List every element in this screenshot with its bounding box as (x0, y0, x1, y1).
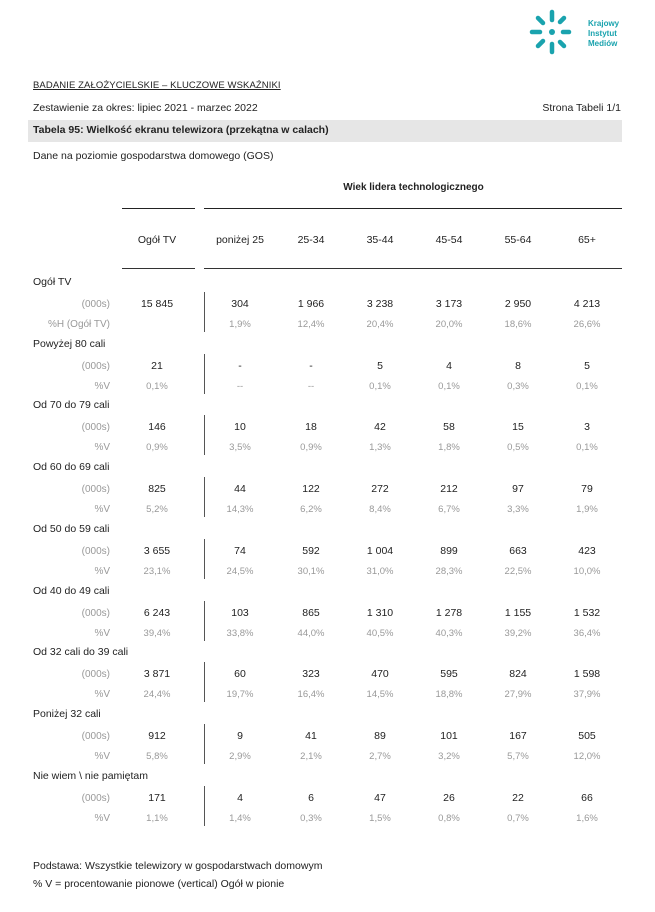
table-cell: 28,3% (435, 565, 463, 577)
footer-note: % V = procentowanie pionowe (vertical) Ogół w pionie (33, 878, 285, 890)
row-label: %H (Ogół TV) (47, 319, 110, 330)
section-title: Powyżej 80 cali (33, 337, 106, 350)
logo-line: Mediów (588, 39, 618, 48)
table-cell: 3,2% (438, 750, 460, 762)
table-cell: 0,3% (507, 380, 529, 392)
row-label: %V (94, 750, 110, 762)
table-cell: 824 (509, 668, 527, 681)
table-cell: 595 (440, 668, 458, 681)
table-cell: 79 (581, 483, 593, 496)
row-label: %V (94, 689, 110, 701)
table-cell: 60 (234, 668, 246, 681)
table-cell: 89 (374, 729, 386, 742)
section-title: Od 70 do 79 cali (33, 399, 110, 412)
table-cell: 0,7% (507, 812, 529, 824)
row-label: %V (94, 565, 110, 577)
table-cell: 14,3% (226, 504, 254, 516)
table-cell: 42 (374, 421, 386, 434)
table-cell: 865 (302, 606, 320, 619)
table-cell: 6 (308, 791, 314, 804)
table-cell: 22 (512, 791, 524, 804)
section-title: Nie wiem \ nie pamiętam (33, 769, 148, 782)
table-cell: 1 966 (297, 298, 325, 310)
table-cell: 24,5% (226, 565, 254, 577)
section-title: Od 40 do 49 cali (33, 584, 110, 597)
column-divider (204, 477, 205, 517)
period-text: Zestawienie za okres: lipiec 2021 - marzec 2022 (33, 102, 258, 114)
row-label: (000s) (81, 792, 110, 804)
column-header: Ogół TV (137, 234, 177, 246)
column-divider (204, 724, 205, 764)
column-divider (204, 601, 205, 641)
table-cell: 30,1% (297, 565, 325, 577)
table-cell: 0,5% (507, 442, 529, 454)
table-cell: 5,2% (146, 504, 168, 516)
column-header: 45-54 (435, 234, 463, 246)
table-cell: 4 (446, 359, 452, 372)
table-cell: 1 598 (573, 668, 601, 681)
table-cell: 97 (512, 483, 524, 496)
row-label: %V (94, 442, 110, 454)
table-cell: 20,0% (435, 319, 463, 330)
table-cell: 18,8% (435, 689, 463, 701)
table-cell: 1,4% (229, 812, 251, 824)
table-cell: 3 238 (366, 298, 394, 310)
table-rule (122, 268, 195, 269)
table-cell: 31,0% (366, 565, 394, 577)
table-cell: 3 871 (143, 668, 171, 681)
section-title: Ogół TV (33, 276, 72, 288)
table-cell: - (309, 359, 313, 372)
table-cell: 44 (234, 483, 246, 496)
table-cell: 470 (371, 668, 389, 681)
table-cell: 912 (148, 729, 166, 742)
table-cell: 0,1% (369, 380, 391, 392)
column-divider (204, 539, 205, 579)
table-cell: 0,1% (146, 380, 168, 392)
row-label: (000s) (81, 360, 110, 372)
table-cell: 5 (584, 359, 590, 372)
table-cell: 2,9% (229, 750, 251, 762)
table-rule (122, 208, 195, 209)
table-cell: 15 (512, 421, 524, 434)
table-cell: 37,9% (573, 689, 601, 701)
table-cell: 122 (302, 483, 320, 496)
table-cell: 9 (237, 729, 243, 742)
table-cell: 18,6% (504, 319, 532, 330)
column-divider (204, 415, 205, 455)
table-rule (204, 268, 622, 269)
table-cell: 212 (440, 483, 458, 496)
table-cell: 4 (237, 791, 243, 804)
table-cell: 14,5% (366, 689, 394, 701)
column-header: poniżej 25 (216, 234, 264, 246)
table-cell: 167 (509, 729, 527, 742)
table-cell: 19,7% (226, 689, 254, 701)
table-cell: 0,3% (300, 812, 322, 824)
table-cell: 304 (231, 298, 249, 310)
row-label: (000s) (81, 607, 110, 619)
footer-base: Podstawa: Wszystkie telewizory w gospodarstwach domowym (33, 860, 323, 872)
table-cell: 1 532 (573, 606, 601, 619)
table-cell: 1,6% (576, 812, 598, 824)
table-cell: 1,5% (369, 812, 391, 824)
kim-burst-logo-icon (528, 8, 580, 58)
table-cell: 36,4% (573, 627, 601, 639)
table-cell: 1 004 (366, 544, 394, 557)
table-cell: 272 (371, 483, 389, 496)
table-cell: 21 (151, 359, 163, 372)
table-cell: 41 (305, 729, 317, 742)
table-cell: 6,7% (438, 504, 460, 516)
table-cell: 1,1% (146, 812, 168, 824)
table-cell: 1,9% (229, 319, 251, 330)
column-divider (204, 786, 205, 826)
section-title: Od 50 do 59 cali (33, 522, 110, 535)
column-divider (204, 354, 205, 394)
row-label: (000s) (81, 422, 110, 434)
table-cell: 8,4% (369, 504, 391, 516)
row-label: %V (94, 627, 110, 639)
table-cell: 323 (302, 668, 320, 681)
table-cell: 74 (234, 544, 246, 557)
table-cell: 27,9% (504, 689, 532, 701)
table-cell: 0,9% (300, 442, 322, 454)
column-header: 35-44 (366, 234, 394, 246)
table-cell: 5 (377, 359, 383, 372)
table-cell: -- (307, 380, 315, 392)
table-cell: 103 (231, 606, 249, 619)
table-cell: 1,3% (369, 442, 391, 454)
table-cell: 3,3% (507, 504, 529, 516)
table-cell: 423 (578, 544, 596, 557)
column-divider (204, 662, 205, 702)
section-title: Poniżej 32 cali (33, 707, 101, 720)
table-cell: 4 213 (573, 298, 601, 310)
table-cell: 44,0% (297, 627, 325, 639)
table-cell: 1 278 (435, 606, 463, 619)
table-cell: 101 (440, 729, 458, 742)
table-cell: 23,1% (143, 565, 171, 577)
column-header: 55-64 (504, 234, 532, 246)
table-cell: 0,9% (146, 442, 168, 454)
data-level-text: Dane na poziomie gospodarstwa domowego (GOS) (33, 150, 274, 162)
table-cell: 6,2% (300, 504, 322, 516)
section-title: Od 60 do 69 cali (33, 461, 110, 474)
table-cell: 8 (515, 359, 521, 372)
table-cell: 0,8% (438, 812, 460, 824)
table-cell: 24,4% (143, 689, 171, 701)
table-cell: 0,1% (576, 442, 598, 454)
row-label: %V (94, 504, 110, 516)
table-cell: 1 310 (366, 606, 394, 619)
table-cell: 0,1% (576, 380, 598, 392)
table-cell: 12,4% (297, 319, 325, 330)
table-cell: 3 655 (143, 544, 171, 557)
table-cell: 2 950 (504, 298, 532, 310)
table-rule (204, 208, 622, 209)
table-cell: 0,1% (438, 380, 460, 392)
table-cell: -- (236, 380, 244, 392)
table-cell: 22,5% (504, 565, 532, 577)
table-cell: 16,4% (297, 689, 325, 701)
table-cell: 3,5% (229, 442, 251, 454)
column-divider (204, 292, 205, 332)
table-cell: - (238, 359, 242, 372)
row-label: %V (94, 380, 110, 392)
table-cell: 3 (584, 421, 590, 434)
table-cell: 20,4% (366, 319, 394, 330)
table-cell: 663 (509, 544, 527, 557)
table-cell: 18 (305, 421, 317, 434)
table-cell: 15 845 (140, 298, 174, 310)
row-label: (000s) (81, 299, 110, 310)
table-cell: 2,1% (300, 750, 322, 762)
table-cell: 10 (234, 421, 246, 434)
table-cell: 26,6% (573, 319, 601, 330)
page-indicator: Strona Tabeli 1/1 (542, 102, 621, 114)
table-cell: 1 155 (504, 606, 532, 619)
section-title: Od 32 cali do 39 cali (33, 646, 129, 659)
table-cell: 33,8% (226, 627, 254, 639)
table-cell: 12,0% (573, 750, 601, 762)
table-cell: 39,2% (504, 627, 532, 639)
study-title: BADANIE ZAŁOŻYCIELSKIE – KLUCZOWE WSKAŹNIKI (33, 80, 281, 91)
logo-line: Krajowy (588, 19, 620, 28)
row-label: %V (94, 812, 110, 824)
table-cell: 26 (443, 791, 455, 804)
row-label: (000s) (81, 669, 110, 681)
table-cell: 10,0% (573, 565, 601, 577)
table-cell: 5,8% (146, 750, 168, 762)
table-cell: 47 (374, 791, 386, 804)
table-cell: 592 (302, 544, 320, 557)
table-title-bar (28, 120, 622, 142)
table-cell: 40,3% (435, 627, 463, 639)
logo-line: Instytut (588, 29, 617, 38)
table-cell: 5,7% (507, 750, 529, 762)
table-cell: 825 (148, 483, 166, 496)
table-cell: 1,8% (438, 442, 460, 454)
table-cell: 58 (443, 421, 455, 434)
column-header: 25-34 (297, 234, 325, 246)
row-label: (000s) (81, 730, 110, 742)
row-label: (000s) (81, 484, 110, 496)
table-title: Tabela 95: Wielkość ekranu telewizora (przekątna w calach) (33, 124, 329, 136)
table-cell: 40,5% (366, 627, 394, 639)
table-cell: 1,9% (576, 504, 598, 516)
table-cell: 6 243 (143, 606, 171, 619)
table-cell: 171 (148, 791, 166, 804)
row-label: (000s) (81, 545, 110, 557)
table-cell: 66 (581, 791, 593, 804)
table-cell: 3 173 (435, 298, 463, 310)
logo-text (588, 19, 619, 49)
column-group-header: Wiek lidera technologicznego (343, 182, 484, 193)
table-cell: 39,4% (143, 627, 171, 639)
table-cell: 146 (148, 421, 166, 434)
table-cell: 505 (578, 729, 596, 742)
column-header: 65+ (578, 234, 596, 246)
table-cell: 899 (440, 544, 458, 557)
table-cell: 2,7% (369, 750, 391, 762)
kim-logo (528, 8, 638, 58)
